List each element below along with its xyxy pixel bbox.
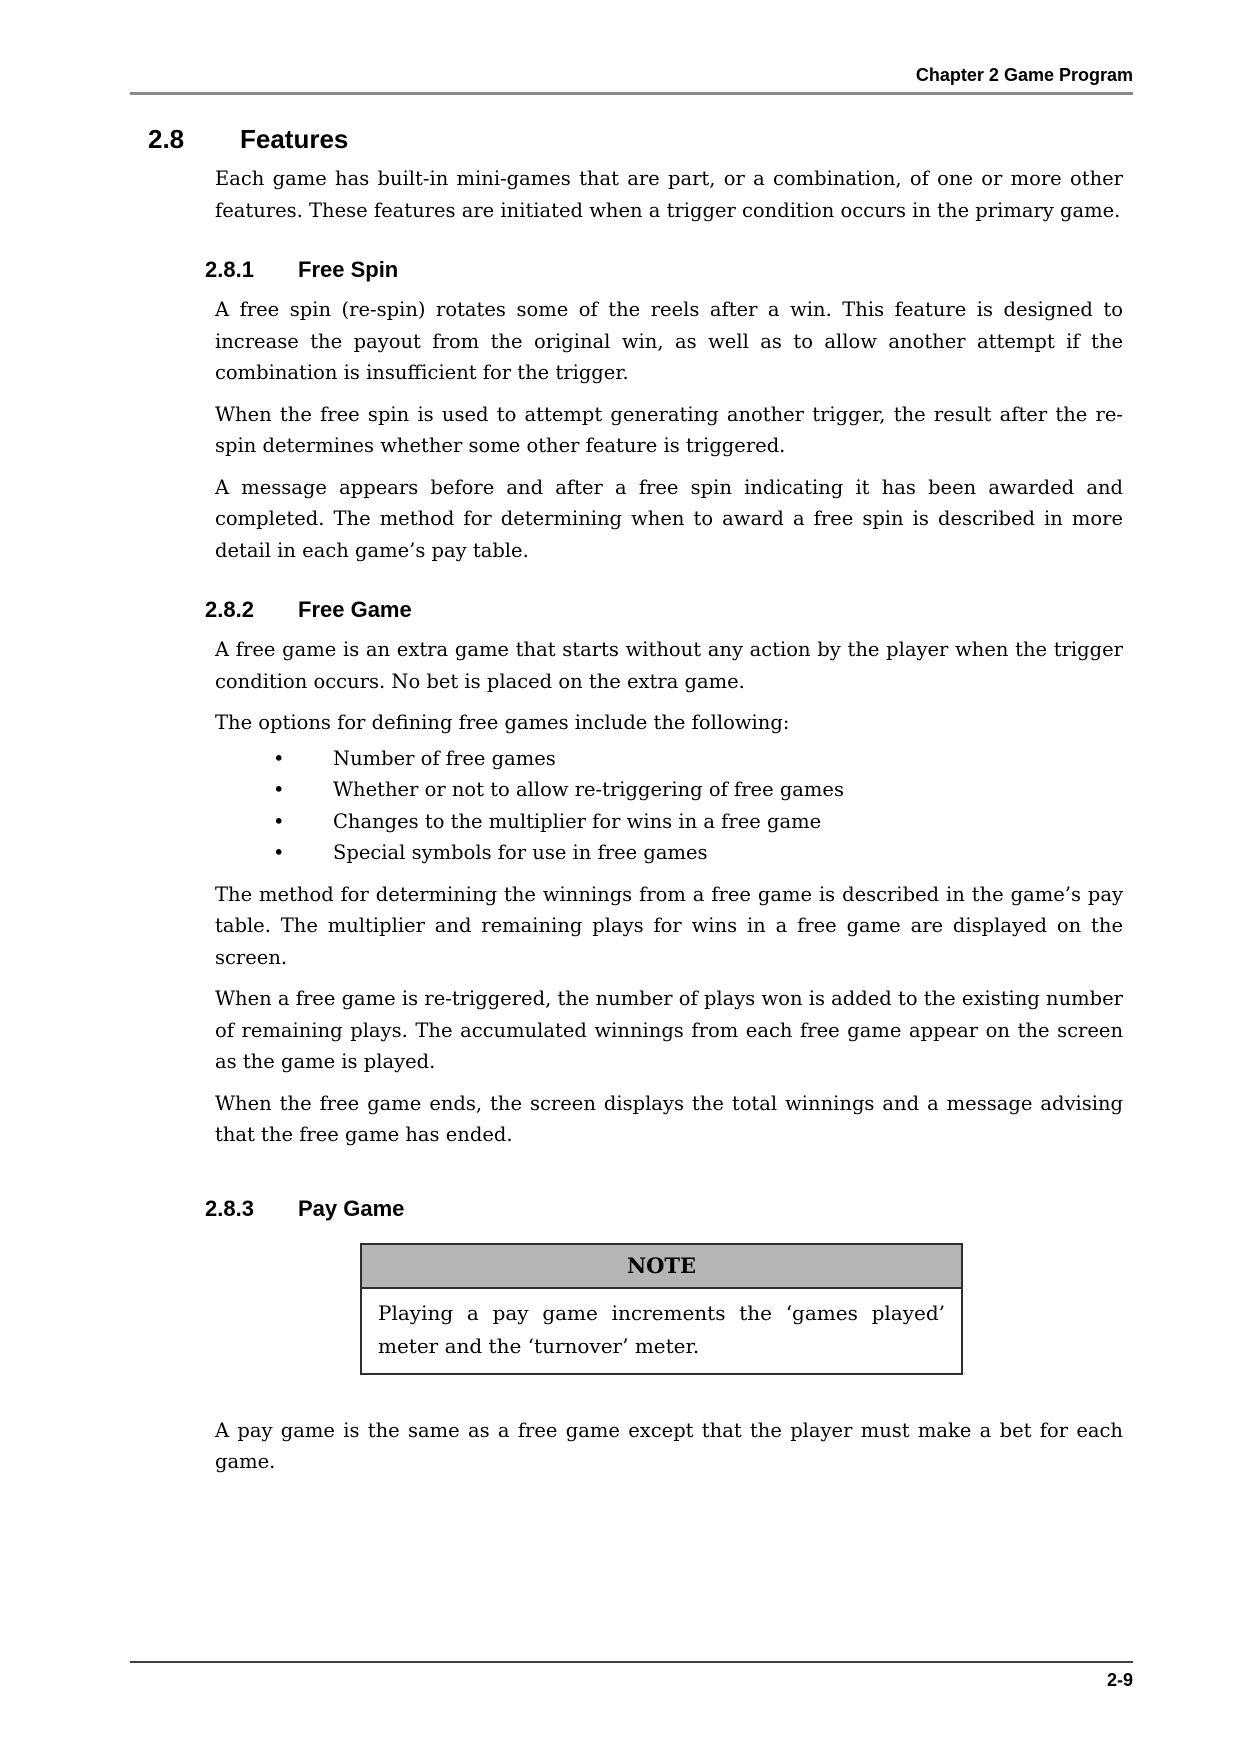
section-title: Features [240, 124, 349, 154]
list-item [273, 806, 1240, 838]
section-number: 2.8 [148, 124, 185, 154]
list-item [273, 774, 1240, 806]
bullet-icon: • [273, 746, 285, 770]
paragraph: When a free game is re-triggered, the number of plays won is added to the existing number of remaining plays. The accumulated winnings from each free game appear on the screen as the game is played. [215, 987, 1123, 1073]
list-item [273, 837, 1240, 869]
note-box-title: NOTE [362, 1245, 961, 1289]
subsection-heading-free-game [205, 596, 1240, 624]
note-box-text: Playing a pay game increments the ‘games played’ meter and the ‘turnover’ meter. [378, 1300, 945, 1358]
paragraph: The options for defining free games include the following: [215, 711, 790, 734]
footer-rule [130, 1661, 1133, 1663]
paragraph: A message appears before and after a free spin indicating it has been awarded and completed. The method for determining when to award a free spin is described in more detail in each game’s pay table. [215, 475, 1123, 562]
running-header: Chapter 2 Game Program [915, 65, 1133, 85]
paragraph: When the free game ends, the screen displays the total winnings and a message advising that the free game has ended. [215, 1091, 1123, 1146]
subsection-title: Pay Game [298, 1195, 405, 1221]
subsection-number: 2.8.1 [205, 257, 254, 282]
bullet-icon: • [273, 778, 285, 801]
list-item-text: Changes to the multiplier for wins in a free game [333, 809, 822, 833]
paragraph: A free game is an extra game that starts without any action by the player when the trigger condition occurs. No bet is placed on the extra game. [215, 638, 1123, 693]
paragraph: When the free spin is used to attempt generating another trigger, the result after the re-spin determines whether some other feature is triggered. [215, 402, 1123, 457]
subsection-heading-free-spin [205, 256, 1240, 284]
list-item-text: Special symbols for use in free games [333, 841, 708, 864]
list-item-text: Whether or not to allow re-triggering of free games [333, 778, 844, 801]
list-item [273, 743, 1240, 775]
paragraph: A free spin (re-spin) rotates some of the reels after a win. This feature is designed to increase the payout from the original win, as well as to allow another attempt if the combination is insufficient for the trigger. [215, 298, 1123, 384]
subsection-heading-pay-game [205, 1195, 1240, 1223]
page-number: 2-9 [1106, 1670, 1133, 1690]
paragraph: A pay game is the same as a free game except that the player must make a bet for each game. [215, 1418, 1123, 1473]
bullet-icon: • [273, 809, 285, 833]
note-box [360, 1243, 963, 1375]
list-item-text: Number of free games [333, 746, 556, 770]
bullet-icon: • [273, 841, 285, 864]
bullet-list [273, 743, 1240, 869]
section-heading [148, 123, 1240, 155]
paragraph: The method for determining the winnings from a free game is described in the game’s pay table. The multiplier and remaining plays for wins in a free game are displayed on the screen. [215, 882, 1123, 969]
intro-paragraph: Each game has built-in mini-games that are part, or a combination, of one or more other features. These features are initiated when a trigger condition occurs in the primary game. [215, 167, 1123, 222]
header-rule [130, 92, 1133, 95]
subsection-number: 2.8.2 [205, 597, 254, 622]
subsection-title: Free Game [298, 597, 412, 622]
subsection-title: Free Spin [298, 257, 399, 282]
subsection-number: 2.8.3 [205, 1195, 254, 1221]
